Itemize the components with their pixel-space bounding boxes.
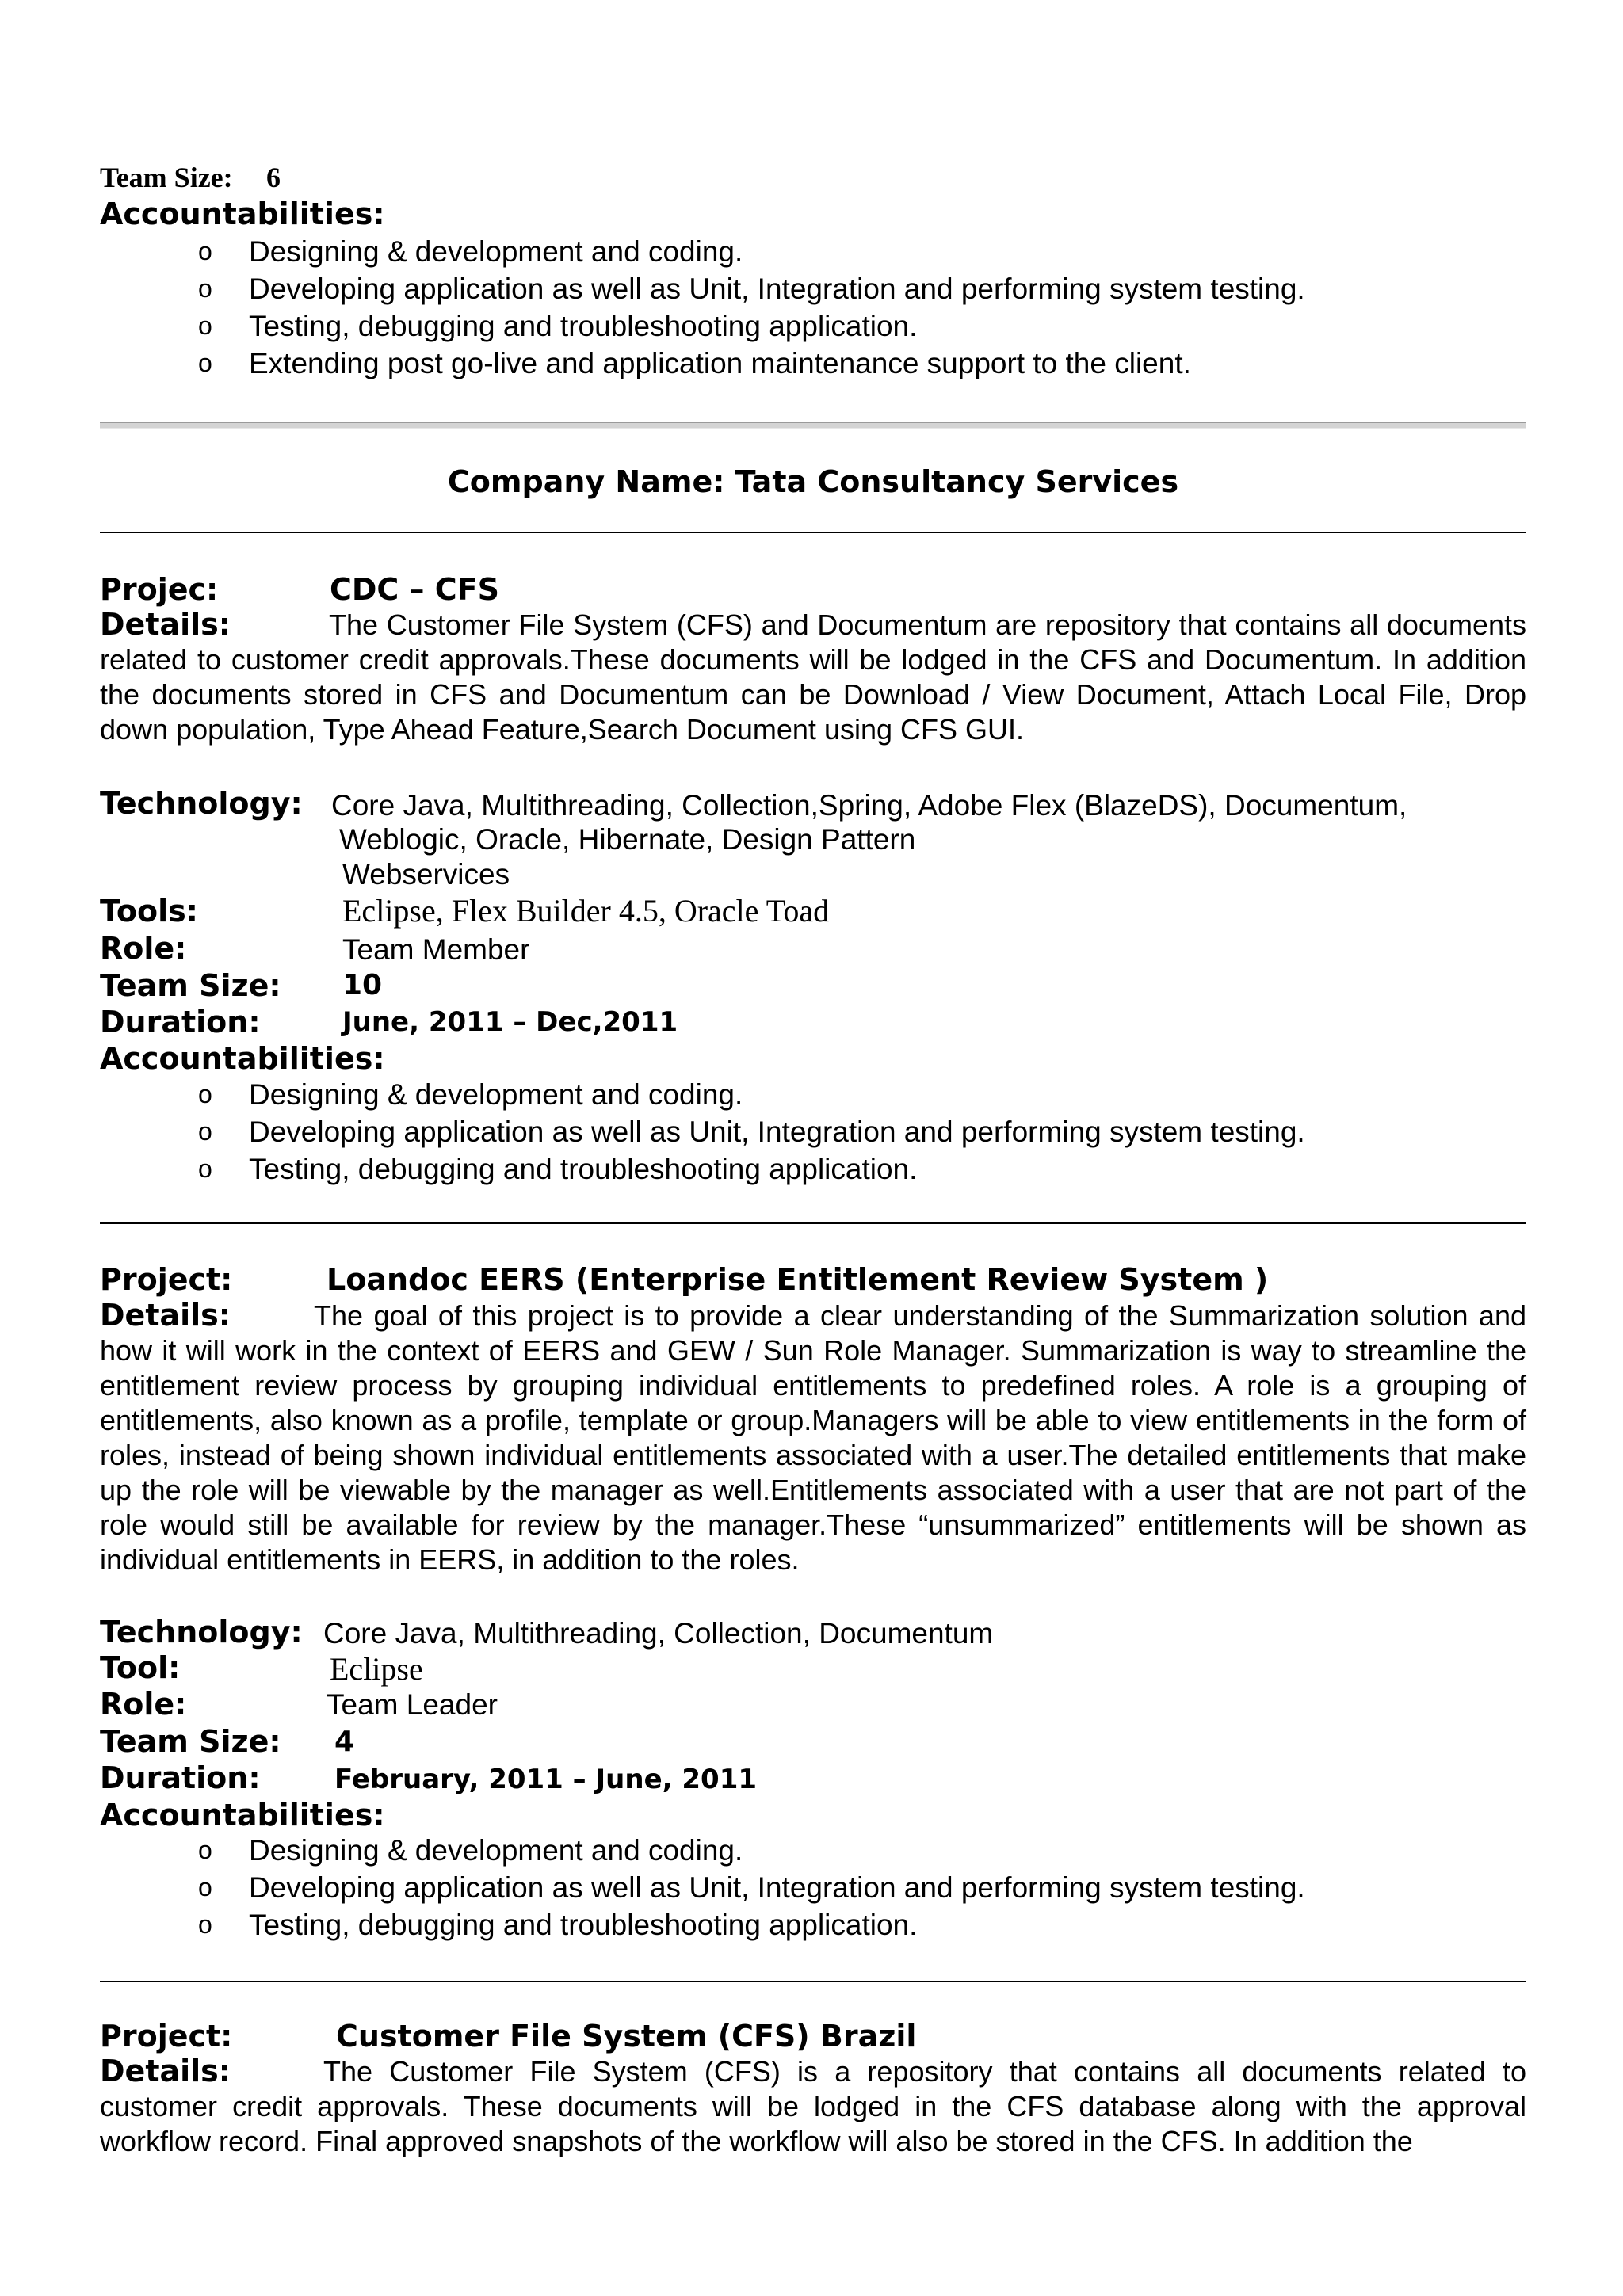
bullet-icon: o bbox=[198, 1080, 212, 1108]
technology-label: Technology: bbox=[100, 1615, 303, 1650]
tools-label: Tools: bbox=[100, 894, 198, 929]
details-label: Details: bbox=[100, 2054, 231, 2088]
team-size-label: Team Size: bbox=[100, 1724, 281, 1759]
bullet-icon: o bbox=[198, 1910, 212, 1939]
duration-value: February, 2011 – June, 2011 bbox=[334, 1764, 758, 1795]
technology-line-3: Webservices bbox=[342, 858, 510, 891]
tools-value: Eclipse, Flex Builder 4.5, Oracle Toad bbox=[342, 893, 830, 929]
bullet-icon: o bbox=[198, 1154, 212, 1183]
accountabilities-label: Accountabilities: bbox=[100, 196, 385, 231]
project-details: Details: The Customer File System (CFS) is a repository that contains all documents related to customer credit approvals. These documents will be lodged in the CFS database along with the approval workflow record. Final approved snapshots of the workflow will also be stored in the CFS. In addition the bbox=[100, 2054, 1526, 2157]
project-label: Project: bbox=[100, 1262, 233, 1297]
technology-line-1: Core Java, Multithreading, Collection,Spring, Adobe Flex (BlazeDS), Documentum, bbox=[331, 789, 1407, 822]
bullet-icon: o bbox=[198, 1836, 212, 1864]
section-divider bbox=[100, 422, 1526, 429]
duration-value: June, 2011 – Dec,2011 bbox=[342, 1006, 678, 1038]
duration-label: Duration: bbox=[100, 1760, 261, 1795]
bullet-icon: o bbox=[198, 274, 212, 303]
accountabilities-label: Accountabilities: bbox=[100, 1041, 385, 1076]
team-size-value: 4 bbox=[334, 1726, 355, 1758]
team-size-label: Team Size: bbox=[100, 968, 281, 1003]
divider bbox=[100, 1222, 1526, 1224]
project-name: Customer File System (CFS) Brazil bbox=[336, 2019, 917, 2054]
divider bbox=[100, 532, 1526, 533]
details-label: Details: bbox=[100, 607, 231, 642]
company-heading: Company Name: Tata Consultancy Services bbox=[447, 464, 1179, 499]
bullet-icon: o bbox=[198, 237, 212, 265]
duration-label: Duration: bbox=[100, 1005, 261, 1039]
bullet-icon: o bbox=[198, 1117, 212, 1146]
project-name: Loandoc EERS (Enterprise Entitlement Review System ) bbox=[327, 1262, 1269, 1297]
divider bbox=[100, 1981, 1526, 1982]
project-label: Project: bbox=[100, 2019, 233, 2054]
team-size-value: 6 bbox=[266, 162, 281, 193]
technology-label: Technology: bbox=[100, 786, 303, 821]
technology-line-2: Weblogic, Oracle, Hibernate, Design Pattern bbox=[339, 823, 916, 856]
project-details: Details: The Customer File System (CFS) and Documentum are repository that contains all documents related to customer credit approvals.These documents will be lodged in the CFS and Documentum. In addition the documents stored in CFS and Documentum can be Download / View Document, Attach Local File, Drop down population, Type Ahead Feature,Search Document using CFS GUI. bbox=[100, 607, 1526, 746]
tool-value: Eclipse bbox=[330, 1651, 423, 1687]
accountabilities-label: Accountabilities: bbox=[100, 1798, 385, 1833]
bullet-icon: o bbox=[198, 311, 212, 340]
project-label: Projec: bbox=[100, 572, 219, 607]
technology-value: Core Java, Multithreading, Collection, Documentum bbox=[323, 1617, 994, 1650]
bullet-icon: o bbox=[198, 1873, 212, 1901]
project-details: Details: The goal of this project is to provide a clear understanding of the Summarization solution and how it will work in the context of EERS and GEW / Sun Role Manager. Summarization is way to streamline the entitlement review process by grouping individual entitlements to predefined roles. A role is a grouping of entitlements, also known as a profile, template or group.Managers will be able to view entitlements in the form of roles, instead of being shown individual entitlements associated with a user.The detailed entitlements that make up the role will be viewable by the manager as well.Entitlements associated with a user that are not part of the role would still be available for review by the manager.These “unsummarized” entitlements will be shown as individual entitlements in EERS, in addition to the roles. bbox=[100, 1298, 1526, 1576]
team-size-value: 10 bbox=[342, 969, 383, 1001]
role-value: Team Member bbox=[342, 933, 530, 966]
role-label: Role: bbox=[100, 1687, 187, 1722]
tool-label: Tool: bbox=[100, 1650, 181, 1685]
details-label: Details: bbox=[100, 1298, 231, 1333]
role-label: Role: bbox=[100, 931, 187, 966]
project-name: CDC – CFS bbox=[330, 572, 499, 607]
team-size-label: Team Size: bbox=[100, 162, 233, 193]
bullet-icon: o bbox=[198, 349, 212, 377]
role-value: Team Leader bbox=[327, 1688, 498, 1721]
